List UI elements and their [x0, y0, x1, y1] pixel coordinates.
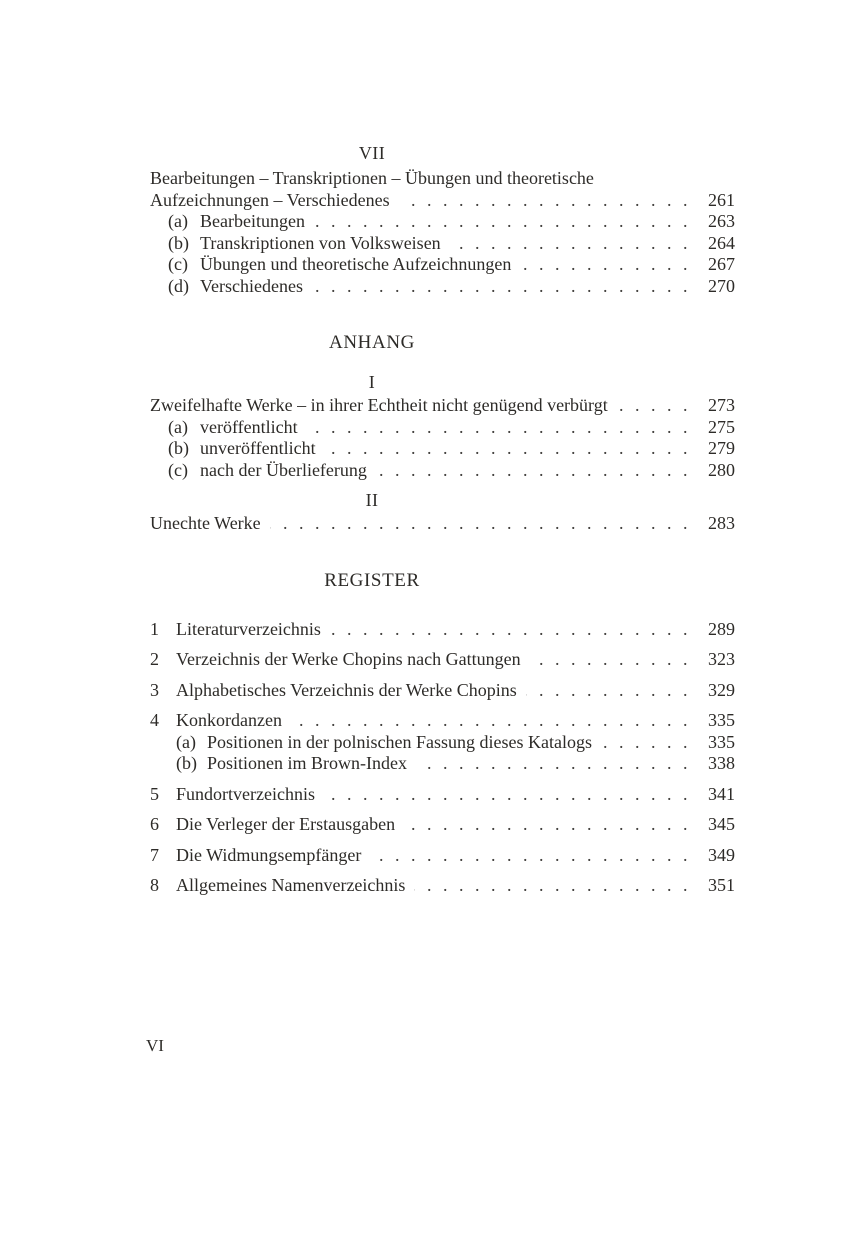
entry-label: Transkriptionen von Volksweisen	[200, 232, 441, 253]
entry-page: 329	[708, 679, 735, 700]
dot-leader	[526, 680, 691, 702]
entry-marker: (a)	[168, 416, 188, 437]
entry-label: Die Verleger der Erstausgaben	[176, 814, 396, 834]
entry-marker: (a)	[168, 211, 188, 231]
entry-label: nach der Überlieferung	[200, 459, 367, 480]
dot-leader	[291, 710, 691, 732]
entry-label: Bearbeitungen	[200, 211, 305, 231]
toc-entry	[150, 417, 735, 439]
dot-leader	[376, 460, 691, 482]
entry-marker: (b)	[176, 753, 197, 773]
entry-label: Bearbeitungen – Transkriptionen – Übungen und theoretische	[150, 168, 594, 188]
entry-number: 8	[150, 875, 159, 895]
dot-leader	[520, 254, 691, 276]
entry-page: 270	[708, 275, 735, 296]
entry-label: Zweifelhafte Werke – in ihrer Echtheit nicht genügend verbürgt	[150, 395, 608, 415]
toc-entry	[150, 233, 735, 255]
dot-leader	[416, 753, 691, 775]
heading-part-vii: VII	[358, 143, 386, 163]
entry-label: Positionen in der polnischen Fassung dieses Katalogs	[207, 731, 592, 752]
entry-number: 4	[150, 710, 159, 730]
dot-leader	[312, 276, 691, 298]
entry-marker: (b)	[168, 232, 189, 253]
entry-label: veröffentlicht	[200, 416, 298, 437]
entry-page: 267	[708, 254, 735, 274]
entry-label: Verzeichnis der Werke Chopins nach Gattungen	[176, 649, 521, 669]
toc-entry	[150, 753, 735, 775]
toc-entry	[150, 845, 735, 867]
entry-page: 283	[708, 513, 735, 533]
entry-number: 6	[150, 814, 159, 834]
folio-page-number: VI	[146, 1036, 164, 1055]
toc-entry	[150, 395, 735, 417]
toc-entry	[150, 254, 735, 276]
toc-entry	[150, 732, 735, 754]
toc-entry	[150, 276, 735, 298]
toc-entry	[150, 168, 735, 190]
entry-page: 345	[708, 814, 735, 834]
entry-page: 264	[708, 232, 735, 253]
entry-number: 3	[150, 679, 159, 700]
toc-entry	[150, 680, 735, 702]
toc-content-area	[150, 142, 735, 897]
entry-label: Unechte Werke	[150, 513, 261, 533]
entry-page: 263	[708, 211, 735, 231]
entry-marker: (c)	[168, 459, 188, 480]
entry-label: Alphabetisches Verzeichnis der Werke Chopins	[176, 679, 517, 700]
entry-label: Allgemeines Namenverzeichnis	[176, 875, 406, 895]
dot-leader	[601, 732, 691, 754]
toc-entry	[150, 875, 735, 897]
entry-label: unveröffentlicht	[200, 438, 316, 458]
entry-label: Die Widmungsempfänger	[176, 844, 362, 865]
dot-leader	[530, 649, 691, 671]
entry-page: 275	[708, 416, 735, 437]
toc-entry	[150, 190, 735, 212]
entry-marker: (b)	[168, 438, 189, 458]
dot-leader	[399, 190, 691, 212]
toc-entry	[150, 513, 735, 535]
entry-page: 335	[708, 731, 735, 752]
toc-entry	[150, 619, 735, 641]
toc-entry	[150, 784, 735, 806]
entry-number: 1	[150, 618, 159, 639]
entry-page: 289	[708, 618, 735, 639]
heading-anhang: ANHANG	[329, 332, 415, 353]
entry-page: 335	[708, 710, 735, 730]
entry-label: Übungen und theoretische Aufzeichnungen	[200, 254, 512, 274]
dot-leader	[370, 845, 691, 867]
toc-entry	[150, 814, 735, 836]
toc-entry	[150, 438, 735, 460]
entry-page: 338	[708, 753, 735, 773]
toc-entry	[150, 649, 735, 671]
entry-number: 5	[150, 783, 159, 804]
entry-label: Literaturverzeichnis	[176, 618, 321, 639]
entry-page: 341	[708, 783, 735, 804]
toc-entry	[150, 460, 735, 482]
toc-entry	[150, 211, 735, 233]
entry-page: 261	[708, 189, 735, 210]
entry-page: 349	[708, 844, 735, 865]
entry-label: Konkordanzen	[176, 710, 282, 730]
entry-marker: (d)	[168, 275, 189, 296]
entry-label: Positionen im Brown-Index	[207, 753, 407, 773]
dot-leader	[617, 395, 691, 417]
entry-label: Verschiedenes	[200, 275, 303, 296]
entry-number: 7	[150, 844, 159, 865]
entry-page: 280	[708, 459, 735, 480]
entry-page: 279	[708, 438, 735, 458]
dot-leader	[324, 784, 691, 806]
entry-page: 323	[708, 649, 735, 669]
dot-leader	[307, 417, 691, 439]
dot-leader	[270, 513, 691, 535]
entry-page: 273	[708, 395, 735, 415]
heading-roman-i: I	[368, 372, 376, 392]
entry-marker: (a)	[176, 731, 196, 752]
entry-number: 2	[150, 649, 159, 669]
entry-label: Aufzeichnungen – Verschiedenes	[150, 189, 390, 210]
dot-leader	[450, 233, 691, 255]
toc-entry	[150, 710, 735, 732]
heading-roman-ii: II	[365, 490, 379, 510]
heading-register: REGISTER	[324, 569, 420, 591]
dot-leader	[404, 814, 691, 836]
entry-marker: (c)	[168, 254, 188, 274]
dot-leader	[325, 438, 691, 460]
dot-leader	[414, 875, 691, 897]
entry-page: 351	[708, 875, 735, 895]
dot-leader	[314, 211, 691, 233]
dot-leader	[330, 619, 691, 641]
entry-label: Fundortverzeichnis	[176, 783, 315, 804]
